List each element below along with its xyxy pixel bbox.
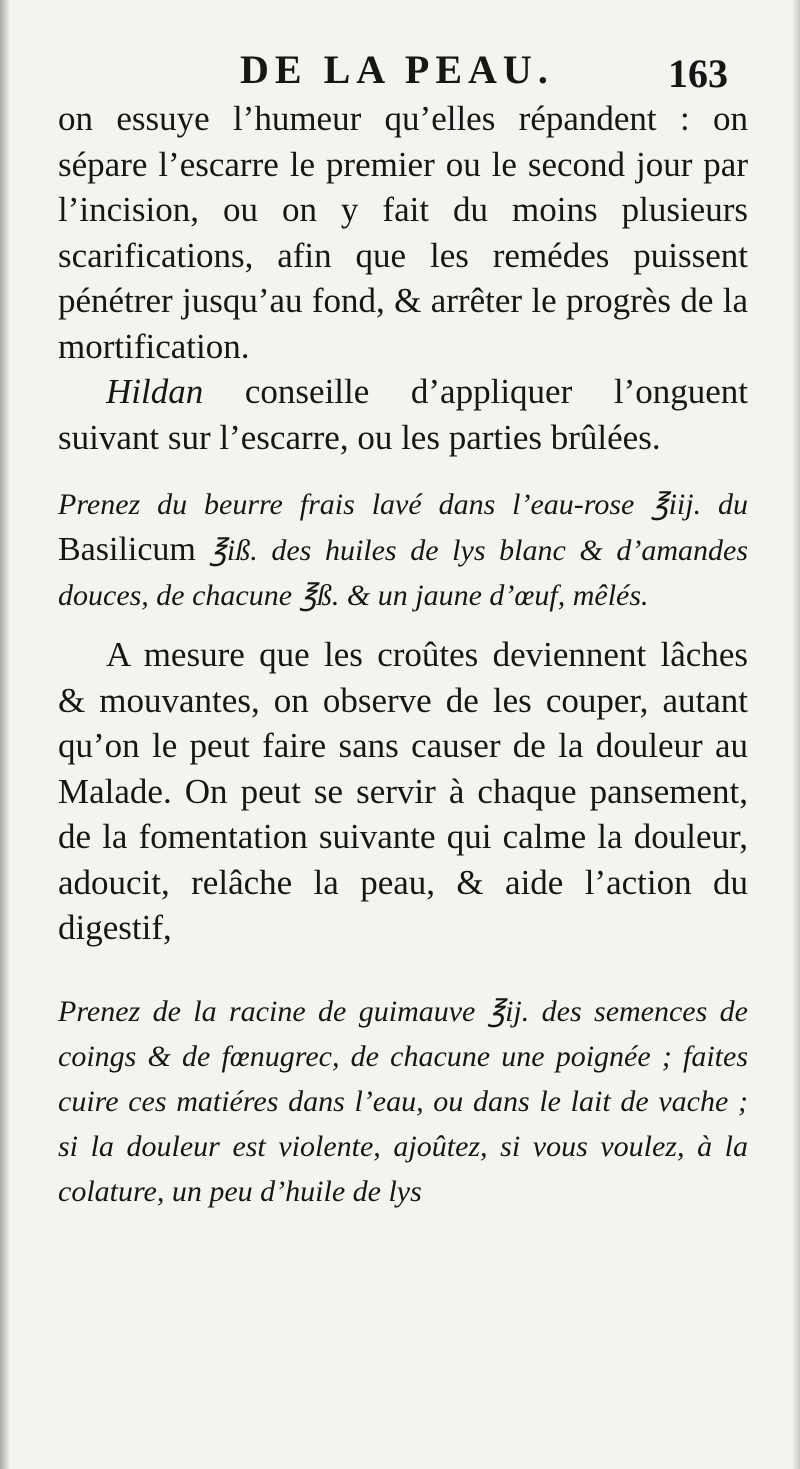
paragraph-2-text: conseille d’appliquer l’onguent suivant sur l’escarre, ou les parties brûlées.: [58, 372, 748, 457]
page-edge: [792, 0, 800, 1469]
paragraph-3: A mesure que les croûtes deviennent lâches & mouvantes, on observe de les couper, autant qu’on le peut faire sans causer de la douleur au Malade. On peut se servir à chaque pansement, de la fomentation suivante qui calme la douleur, adoucit, relâche la peau, & aide l’action du digestif,: [58, 635, 748, 947]
author-name: Hildan: [106, 372, 204, 411]
body-text: [58, 96, 748, 1214]
paragraph-2: [58, 369, 748, 460]
page-gutter-shadow: [0, 0, 10, 1469]
recipe-1: [58, 482, 748, 618]
recipe-2: Prenez de la racine de guimauve ℥ij. des semences de coings & de fœnugrec, de chacune une poignée ; faites cuire ces matiéres dans l’eau, ou dans le lait de vache ; si la douleur est violente, ajoûtez, si vous voulez, à la colature, un peu d’huile de lys: [58, 994, 748, 1208]
running-title: DE LA PEAU.: [240, 47, 554, 92]
recipe-1-part-2: ℥iß. des huiles de lys blanc & d’amandes douces, de chacune ℥ß. & un jaune d’œuf, mêlés.: [58, 534, 749, 612]
recipe-1-part-1: Prenez du beurre frais lavé dans l’eau-rose ℥iij. du: [58, 488, 748, 521]
page-number: 163: [668, 51, 728, 96]
recipe-1-basilicum: Basilicum: [58, 531, 196, 568]
page-header: [0, 38, 800, 98]
paragraph-1: on essuye l’humeur qu’elles répandent : on sépare l’escarre le premier ou le second jour par l’incision, ou on y fait du moins plusieurs scarifications, afin que les remédes puissent pénétrer jusqu’au fond, & arrêter le progrès de la mortification.: [58, 99, 748, 366]
